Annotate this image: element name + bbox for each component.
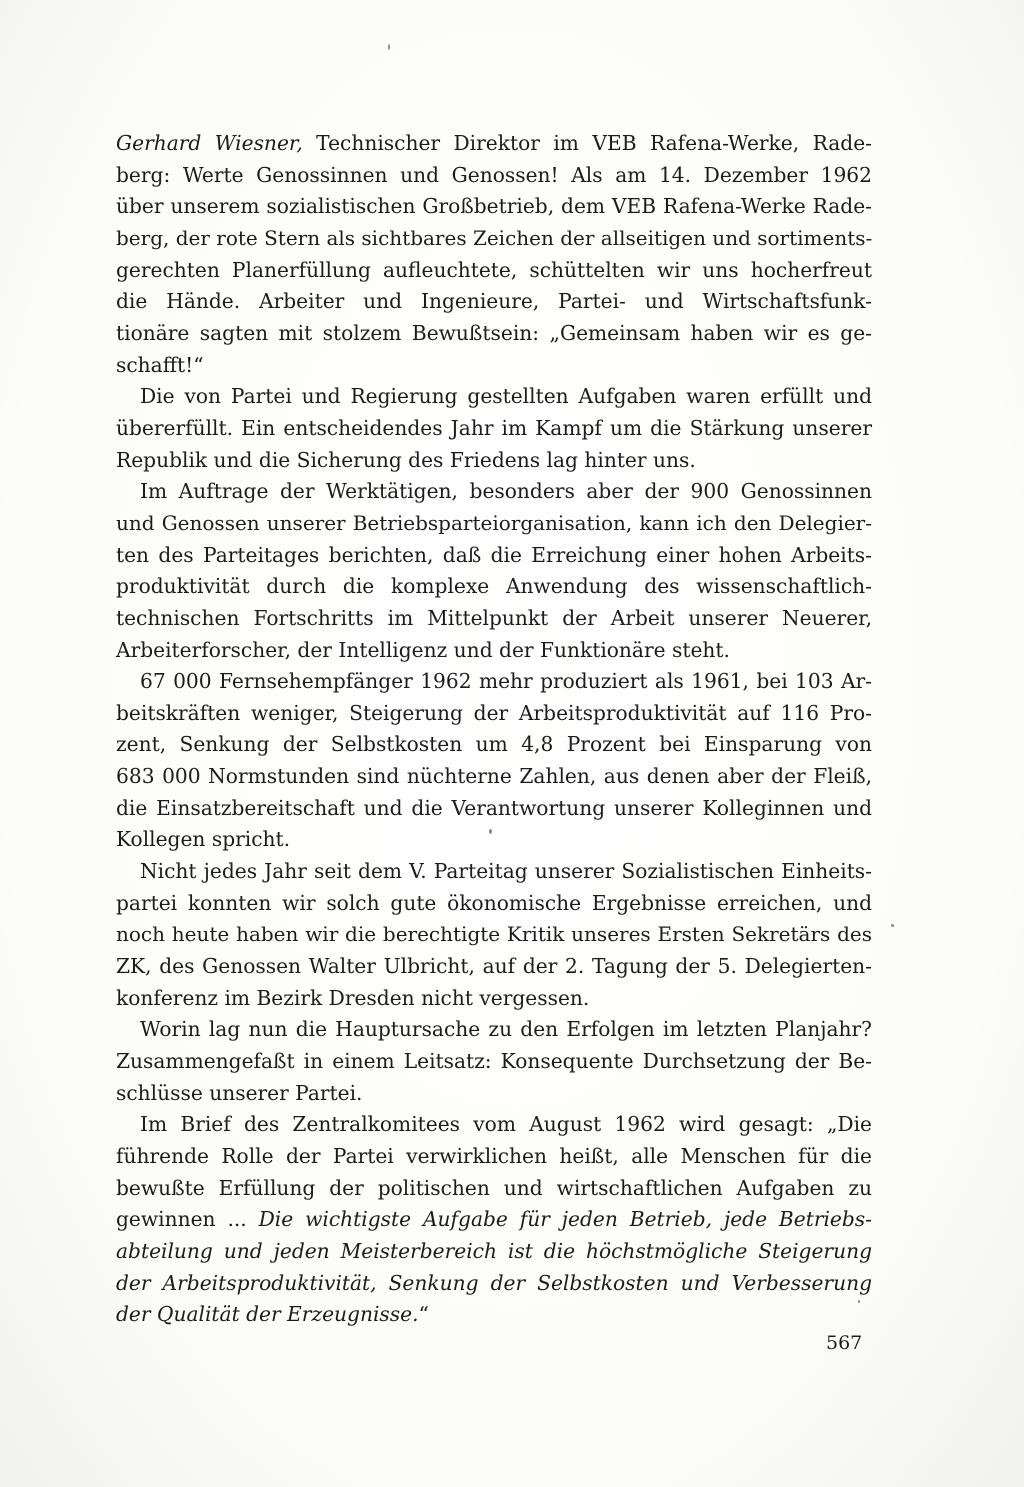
paragraph — [116, 1014, 872, 1109]
italic-run: Die wichtigste Aufgabe für jeden Betrieb, jede Betriebs- — [258, 1207, 872, 1232]
text-run: tionäre sagten mit stolzem Bewußtsein: „Gemeinsam haben wir es ge- — [116, 320, 872, 345]
text-run: konferenz im Bezirk Dresden nicht vergessen. — [116, 985, 590, 1010]
text-run: produktivität durch die komplexe Anwendung des wissenschaftlich- — [116, 574, 872, 599]
text-line — [116, 666, 872, 698]
text-run: Im Brief des Zentralkomitees vom August 1962 wird gesagt: „Die — [140, 1112, 872, 1137]
text-run: führende Rolle der Partei verwirklichen heißt, alle Menschen für die — [116, 1144, 872, 1168]
text-run: ZK, des Genossen Walter Ulbricht, auf der 2. Tagung der 5. Delegierten- — [116, 954, 872, 979]
text-line — [116, 919, 872, 951]
text-line — [116, 128, 872, 160]
text-line — [116, 856, 872, 888]
text-line — [116, 729, 872, 761]
text-line — [116, 698, 872, 730]
text-run: gerechten Planerfüllung aufleuchtete, schüttelten wir uns hocherfreut — [116, 257, 872, 282]
text-run: Technischer Direktor im VEB Rafena-Werke, Rade- — [302, 131, 872, 155]
paragraph — [116, 128, 872, 381]
text-line — [116, 1236, 872, 1268]
paragraph — [116, 476, 872, 666]
text-line — [116, 1204, 872, 1236]
text-run: noch heute haben wir die berechtigte Kritik unseres Ersten Sekretärs des — [116, 922, 872, 947]
scan-speck — [489, 829, 492, 834]
text-run: 67 000 Fernsehempfänger 1962 mehr produziert als 1961, bei 103 Ar- — [140, 669, 872, 694]
scan-speck — [858, 1300, 860, 1303]
text-line — [116, 1109, 872, 1141]
text-line — [116, 951, 872, 983]
italic-run: Gerhard Wiesner, — [116, 131, 303, 155]
text-line — [116, 793, 872, 825]
text-line — [116, 476, 872, 508]
paragraph — [116, 1109, 872, 1331]
text-line — [116, 1046, 872, 1078]
text-line — [116, 761, 872, 793]
text-line — [116, 318, 872, 350]
paragraph — [116, 381, 872, 476]
text-line — [116, 888, 872, 920]
text-line — [116, 983, 872, 1015]
italic-run: der Arbeitsproduktivität, Senkung der Selbstkosten und Verbesserung — [116, 1270, 872, 1295]
text-line — [116, 1173, 872, 1205]
text-line — [116, 603, 872, 635]
text-run: berg: Werte Genossinnen und Genossen! Als am 14. Dezember 1962 — [116, 162, 872, 187]
text-run: Im Auftrage der Werktätigen, besonders aber der 900 Genossinnen — [140, 479, 872, 504]
scan-speck — [388, 44, 390, 50]
text-run: berg, der rote Stern als sichtbares Zeichen der allseitigen und sortiments- — [116, 225, 873, 250]
text-run: ten des Parteitages berichten, daß die Erreichung einer hohen Arbeits- — [116, 542, 872, 567]
text-line — [116, 1141, 872, 1173]
text-line — [116, 223, 872, 255]
page-number: 567 — [826, 1332, 863, 1354]
text-line — [116, 540, 872, 572]
text-run: Nicht jedes Jahr seit dem V. Parteitag unserer Sozialistischen Einheits- — [140, 859, 872, 884]
italic-run: der Qualität der Erzeugnisse. — [116, 1302, 419, 1327]
text-run: die Einsatzbereitschaft und die Verantwortung unserer Kolleginnen und — [116, 795, 872, 820]
text-line — [116, 286, 872, 318]
text-run: Arbeiterforscher, der Intelligenz und der Funktionäre steht. — [116, 637, 730, 662]
text-line — [116, 350, 872, 382]
text-line — [116, 255, 872, 287]
scan-speck — [891, 924, 894, 927]
text-run: über unserem sozialistischen Großbetrieb, dem VEB Rafena-Werke Rade- — [116, 194, 872, 219]
text-run: die Hände. Arbeiter und Ingenieure, Partei- und Wirtschaftsfunk- — [116, 289, 872, 314]
text-line — [116, 381, 872, 413]
text-line — [116, 824, 872, 856]
text-run: schlüsse unserer Partei. — [116, 1080, 363, 1105]
text-line — [116, 1078, 872, 1110]
text-run: Republik und die Sicherung des Friedens lag hinter uns. — [116, 447, 696, 472]
paragraph — [116, 856, 872, 1014]
text-run: Worin lag nun die Hauptursache zu den Erfolgen im letzten Planjahr? — [140, 1017, 872, 1042]
text-line — [116, 160, 872, 192]
text-run: übererfüllt. Ein entscheidendes Jahr im Kampf um die Stärkung unserer — [116, 415, 872, 440]
text-run: bewußte Erfüllung der politischen und wirtschaftlichen Aufgaben zu — [116, 1175, 872, 1200]
text-run: partei konnten wir solch gute ökonomische Ergebnisse erreichen, und — [116, 890, 872, 915]
text-run: gewinnen ... — [116, 1207, 259, 1232]
text-run: Zusammengefaßt in einem Leitsatz: Konsequente Durchsetzung der Be- — [116, 1049, 872, 1074]
text-run: schafft!“ — [116, 352, 204, 377]
text-line — [116, 191, 872, 223]
text-line — [116, 571, 872, 603]
text-run: Kollegen spricht. — [116, 827, 291, 852]
paragraph — [116, 666, 872, 856]
text-line — [116, 1014, 872, 1046]
text-line — [116, 635, 872, 667]
text-run: und Genossen unserer Betriebsparteiorganisation, kann ich den Delegier- — [116, 510, 872, 535]
text-line — [116, 413, 872, 445]
text-run: Die von Partei und Regierung gestellten Aufgaben waren erfüllt und — [140, 384, 872, 409]
italic-run: abteilung und jeden Meisterbereich ist die höchstmögliche Steigerung — [116, 1238, 872, 1263]
text-run: zent, Senkung der Selbstkosten um 4,8 Prozent bei Einsparung von — [116, 732, 872, 757]
text-run: “ — [418, 1302, 429, 1327]
text-run: 683 000 Normstunden sind nüchterne Zahlen, aus denen aber der Fleiß, — [116, 764, 872, 789]
text-line — [116, 508, 872, 540]
body-text — [116, 128, 872, 1331]
text-run: beitskräften weniger, Steigerung der Arbeitsproduktivität auf 116 Pro- — [116, 700, 872, 725]
text-line — [116, 1268, 872, 1300]
text-line — [116, 1299, 872, 1331]
text-run: technischen Fortschritts im Mittelpunkt der Arbeit unserer Neuerer, — [116, 605, 872, 630]
text-line — [116, 445, 872, 477]
